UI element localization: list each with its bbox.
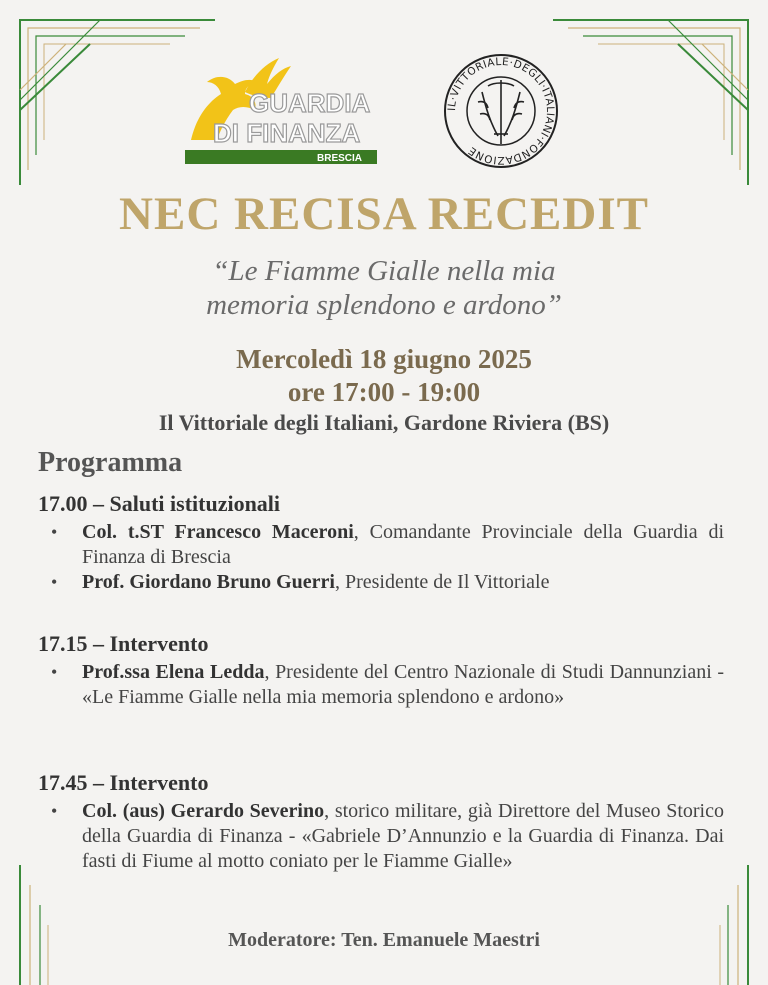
gdf-line1: GUARDIA — [249, 88, 371, 118]
bullet-icon: • — [51, 801, 58, 821]
list-item — [38, 520, 724, 570]
corner-ornament-top-right — [538, 0, 768, 200]
speaker-role: , storico militare, già Direttore del Museo Storico della Guardia di Finanza - «Gabriele D’Annunzio e la Guardia di Finanza. Dai fasti di Fiume al motto coniato per le Fiamme Gialle» — [82, 800, 724, 872]
seal-ring-text: IL·VITTORIALE·DEGLI·ITALIANI·FONDAZIONE — [445, 55, 557, 167]
corner-ornament-bottom-right — [708, 865, 768, 985]
guardia-di-finanza-logo — [183, 52, 383, 168]
program-heading: Programma — [38, 447, 183, 478]
list-item — [38, 799, 724, 874]
speaker-role: , Comandante Provinciale della Guardia di Finanza di Brescia — [82, 521, 724, 568]
speaker-name: Prof. Giordano Bruno Guerri — [82, 571, 335, 593]
bullet-icon: • — [51, 522, 58, 542]
vittoriale-seal-logo — [442, 52, 560, 170]
event-venue: Il Vittoriale degli Italiani, Gardone Riviera (BS) — [158, 410, 610, 435]
list-item — [38, 660, 724, 710]
corner-ornament-bottom-left — [0, 865, 60, 985]
speaker-name: Col. (aus) Gerardo Severino — [82, 800, 325, 822]
gdf-line2: DI FINANZA — [213, 118, 361, 148]
speaker-role: , Presidente del Centro Nazionale di Studi Dannunziani - «Le Fiamme Gialle nella mia memoria splendono e ardono» — [82, 661, 724, 708]
program-section-1 — [38, 490, 724, 595]
event-subtitle — [0, 254, 768, 322]
speaker-name: Prof.ssa Elena Ledda — [82, 661, 265, 683]
bullet-icon: • — [51, 572, 58, 592]
speaker-name: Col. t.ST Francesco Maceroni — [82, 521, 354, 543]
section-items — [38, 799, 724, 874]
gdf-city: BRESCIA — [317, 153, 363, 164]
subtitle-line-1: “Le Fiamme Gialle nella mia — [212, 255, 556, 287]
moderator: Moderatore: Ten. Emanuele Maestri — [228, 929, 540, 951]
event-date: Mercoledì 18 giugno 2025 — [236, 344, 532, 374]
section-heading: 17.15 – Intervento — [38, 631, 209, 656]
speaker-role: , Presidente de Il Vittoriale — [334, 571, 550, 593]
section-heading: 17.45 – Intervento — [38, 770, 209, 795]
program-section-2 — [38, 630, 724, 710]
bullet-icon: • — [51, 662, 58, 682]
list-item — [38, 570, 724, 595]
event-time: ore 17:00 - 19:00 — [287, 377, 481, 407]
event-title: NEC RECISA RECEDIT — [119, 188, 649, 240]
subtitle-line-2: memoria splendono e ardono” — [206, 289, 562, 321]
section-items — [38, 520, 724, 595]
section-items — [38, 660, 724, 710]
program-section-3 — [38, 769, 724, 874]
section-heading: 17.00 – Saluti istituzionali — [38, 491, 281, 516]
